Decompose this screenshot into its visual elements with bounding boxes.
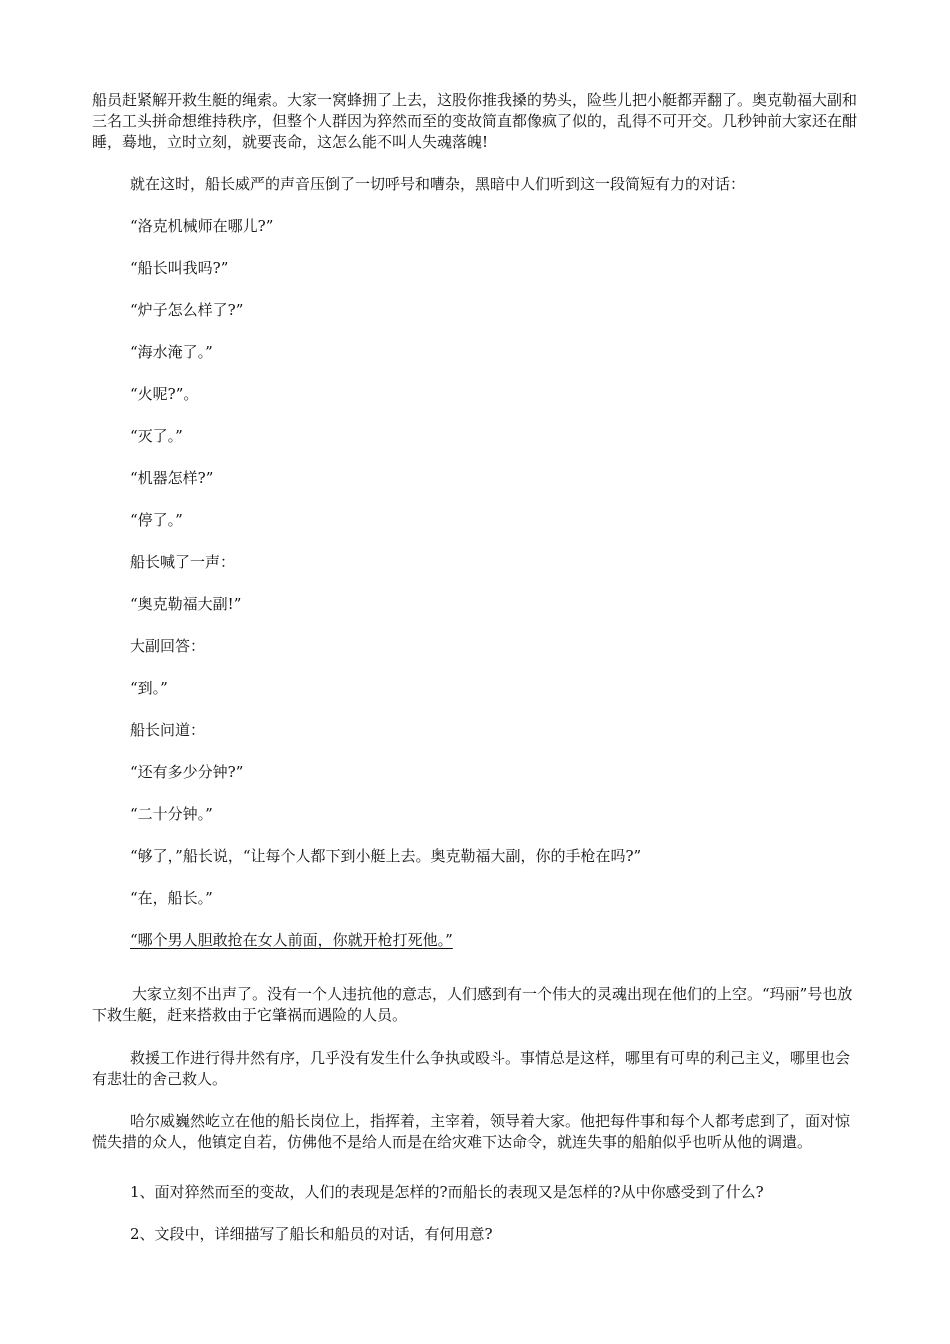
dialogue-line: “二十分钟。” [130, 805, 213, 823]
dialogue-line: “火呢?”。 [130, 385, 199, 403]
paragraph-silence: 大家立刻不出声了。没有一个人违抗他的意志，人们感到有一个伟大的灵魂出现在他们的上空。“玛丽”号也放下救生艇，赶来搭救由于它肇祸而遇险的人员。 [92, 985, 853, 1024]
question-2: 2、文段中，详细描写了船长和船员的对话，有何用意? [130, 1225, 493, 1243]
dialogue-line: 船长喊了一声： [130, 553, 236, 571]
dialogue-line: “机器怎样?” [130, 469, 214, 487]
paragraph-captain-voice: 就在这时，船长威严的声音压倒了一切呼号和嘈杂，黑暗中人们听到这一段简短有力的对话： [130, 175, 746, 193]
paragraph-harvey: 哈尔威巍然屹立在他的船长岗位上，指挥着，主宰着，领导着大家。他把每件事和每个人都考虑到了，面对惊慌失措的众人，他镇定自若，仿佛他不是给人而是在给灾难下达命令，就连失事的船舶似乎也听从他的调遣。 [92, 1112, 851, 1151]
dialogue-line: “海水淹了。” [130, 343, 213, 361]
dialogue-line: “洛克机械师在哪儿?” [130, 217, 274, 235]
dialogue-line: 船长问道： [130, 721, 206, 739]
dialogue-line: “在，船长。” [130, 889, 213, 907]
dialogue-line: “炉子怎么样了?” [130, 301, 244, 319]
dialogue-line: 大副回答： [130, 637, 206, 655]
dialogue-line: “奥克勒福大副!” [130, 595, 242, 613]
dialogue-line: “停了。” [130, 511, 183, 529]
paragraph-rescue: 救援工作进行得井然有序，几乎没有发生什么争执或殴斗。事情总是这样，哪里有可卑的利己主义，哪里也会有悲壮的舍己救人。 [92, 1049, 851, 1088]
dialogue-line: “灭了。” [130, 427, 183, 445]
dialogue-line-underlined: “哪个男人胆敢抢在女人前面，你就开枪打死他。” [130, 931, 453, 949]
dialogue-line: “还有多少分钟?” [130, 763, 244, 781]
dialogue-line: “够了，”船长说，“让每个人都下到小艇上去。奥克勒福大副，你的手枪在吗?” [130, 847, 642, 865]
dialogue-line: “到。” [130, 679, 168, 697]
paragraph-intro: 船员赶紧解开救生艇的绳索。大家一窝蜂拥了上去，这股你推我搡的势头，险些儿把小艇都弄翻了。奥克勒福大副和三名工头拼命想维持秩序，但整个人群因为猝然而至的变故简直都像疯了似的，乱得不可开交。几秒钟前大家还在酣睡，蓦地，立时立刻，就要丧命，这怎么能不叫人失魂落魄! [92, 91, 858, 151]
dialogue-line: “船长叫我吗?” [130, 259, 229, 277]
question-1: 1、面对猝然而至的变故，人们的表现是怎样的?而船长的表现又是怎样的?从中你感受到了什么? [130, 1183, 764, 1201]
